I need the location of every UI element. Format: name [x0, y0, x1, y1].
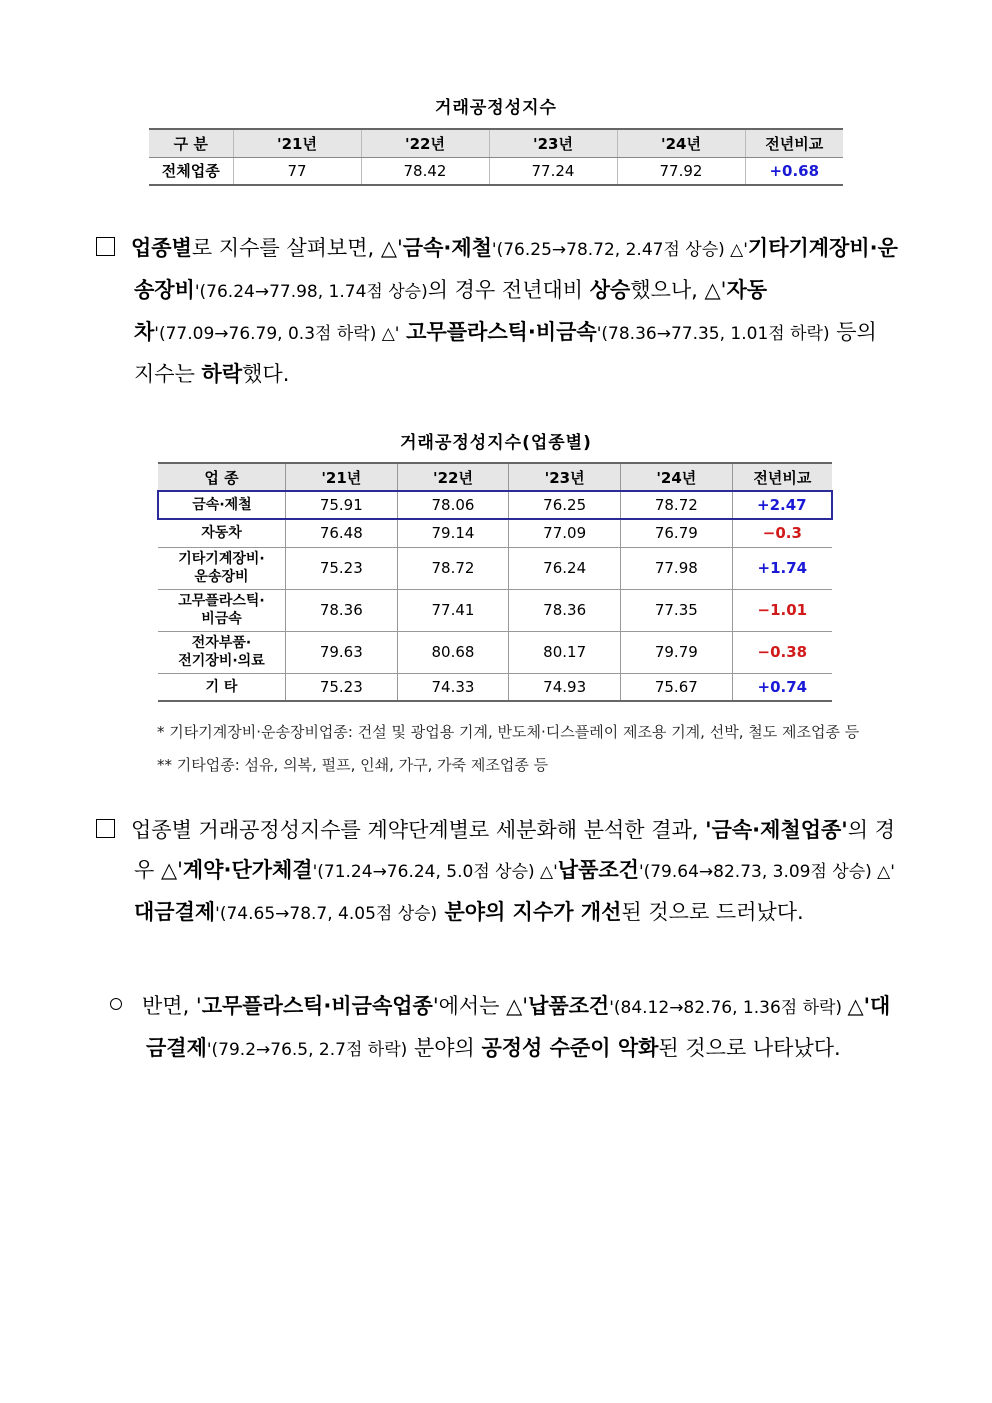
- text: 된 것으로 나타났다.: [658, 1036, 841, 1060]
- cell-2023: 77.24: [489, 157, 617, 185]
- cell-2023: 76.25: [509, 491, 621, 519]
- text: '에서는 △': [432, 994, 529, 1018]
- bold-text: 금속·제철: [402, 236, 492, 260]
- header-2024: '24년: [617, 129, 745, 157]
- text: 업종별 거래공정성지수를 계약단계별로 세분화해 분석한 결과,: [131, 818, 706, 842]
- bold-text: 기타기계장비·운송장비: [134, 236, 898, 302]
- cell-2021: 75.91: [285, 491, 397, 519]
- bold-text: 자동차: [134, 278, 768, 344]
- cell-2021: 75.23: [285, 673, 397, 701]
- row-label: 기 타: [158, 673, 285, 701]
- header-industry: 업 종: [158, 463, 285, 491]
- cell-2024: 78.72: [620, 491, 732, 519]
- header-2024: '24년: [620, 463, 732, 491]
- cell-2022: 78.72: [397, 547, 509, 589]
- cell-2024: 75.67: [620, 673, 732, 701]
- paragraph-contract-stage: [96, 810, 898, 934]
- cell-2023: 74.93: [509, 673, 621, 701]
- text: 했으나, △': [630, 278, 727, 302]
- table-row: [158, 519, 832, 547]
- footnote-2: ** 기타업종: 섬유, 의복, 펄프, 인쇄, 가구, 가죽 제조업종 등: [157, 756, 549, 774]
- cell-2024: 79.79: [620, 631, 732, 673]
- bold-text: 납품조건: [557, 858, 639, 882]
- cell-yoy: +0.74: [732, 673, 832, 701]
- cell-2023: 77.09: [509, 519, 621, 547]
- cell-2022: 77.41: [397, 589, 509, 631]
- cell-yoy: −1.01: [732, 589, 832, 631]
- text: 등의 지수는: [134, 320, 877, 386]
- cell-2023: 78.36: [509, 589, 621, 631]
- bold-text: 하락: [201, 362, 243, 386]
- row-label: 고무플라스틱· 비금속: [158, 589, 285, 631]
- bold-text: 분야의 지수가 개선: [437, 900, 622, 924]
- table-row: [158, 547, 832, 589]
- cell-2023: 80.17: [509, 631, 621, 673]
- bold-text: △'대금결제: [146, 994, 891, 1060]
- cell-2022: 80.68: [397, 631, 509, 673]
- table-row: [158, 589, 832, 631]
- bold-text: 계약·단가체결: [182, 858, 313, 882]
- bold-text: 상승: [589, 278, 631, 302]
- text: 로 지수를 살펴보면, △': [191, 236, 403, 260]
- industry-index-table: [157, 462, 833, 702]
- header-2021: '21년: [233, 129, 361, 157]
- checkbox-bullet-icon: [96, 819, 115, 838]
- detail-text: '(79.64→82.73, 3.09점 상승) △': [638, 862, 895, 882]
- cell-2022: 74.33: [397, 673, 509, 701]
- bold-text: 고무플라스틱·비금속: [406, 320, 597, 344]
- cell-yoy: +2.47: [732, 491, 832, 519]
- footnote-1: * 기타기계장비·운송장비업종: 건설 및 광업용 기계, 반도체·디스플레이 제조용 기계, 선박, 철도 제조업종 등: [157, 723, 860, 741]
- row-label: 전자부품· 전기장비·의료: [158, 631, 285, 673]
- header-yoy: 전년비교: [745, 129, 843, 157]
- header-2023: '23년: [509, 463, 621, 491]
- header-category: 구 분: [149, 129, 233, 157]
- paragraph-rubber-plastic: [110, 986, 898, 1070]
- table2-caption: 거래공정성지수(업종별): [400, 433, 592, 453]
- cell-2022: 78.42: [361, 157, 489, 185]
- cell-2021: 79.63: [285, 631, 397, 673]
- text: 의 경우 △': [134, 818, 895, 882]
- bold-text: 납품조건: [528, 994, 610, 1018]
- checkbox-bullet-icon: [96, 237, 115, 256]
- header-2021: '21년: [285, 463, 397, 491]
- detail-text: '(84.12→82.76, 1.36점 하락): [609, 998, 848, 1018]
- row-label: 기타기계장비· 운송장비: [158, 547, 285, 589]
- paragraph-industry-summary: [96, 228, 898, 394]
- table-row: [158, 631, 832, 673]
- bold-text: 대금결제: [134, 900, 216, 924]
- cell-2022: 79.14: [397, 519, 509, 547]
- bold-text: '금속·제철업종': [705, 818, 848, 842]
- table2-header-row: [158, 463, 832, 491]
- cell-2021: 78.36: [285, 589, 397, 631]
- table1-caption: 거래공정성지수: [435, 98, 557, 118]
- text: 된 것으로 드러났다.: [621, 900, 804, 924]
- cell-yoy: +1.74: [732, 547, 832, 589]
- header-yoy: 전년비교: [732, 463, 832, 491]
- cell-2024: 77.98: [620, 547, 732, 589]
- table-row: [158, 491, 832, 519]
- cell-yoy: +0.68: [745, 157, 843, 185]
- table-row: [158, 673, 832, 701]
- detail-text: '(71.24→76.24, 5.0점 상승) △': [312, 862, 558, 882]
- cell-yoy: −0.3: [732, 519, 832, 547]
- cell-2021: 77: [233, 157, 361, 185]
- detail-text: '(76.25→78.72, 2.47점 상승) △': [491, 240, 748, 260]
- cell-2021: 76.48: [285, 519, 397, 547]
- cell-yoy: −0.38: [732, 631, 832, 673]
- circle-bullet-icon: [110, 998, 122, 1010]
- row-label: 전체업종: [149, 157, 233, 185]
- cell-2021: 75.23: [285, 547, 397, 589]
- text: 반면, ': [142, 994, 202, 1018]
- table1-header-row: [149, 129, 843, 157]
- overall-index-table: [149, 128, 843, 186]
- bold-text: 고무플라스틱·비금속업종: [201, 994, 433, 1018]
- text: 분야의: [407, 1036, 482, 1060]
- bold-text: 업종별: [131, 236, 192, 260]
- cell-2024: 77.35: [620, 589, 732, 631]
- row-label: 자동차: [158, 519, 285, 547]
- detail-text: '(79.2→76.5, 2.7점 하락): [206, 1040, 408, 1060]
- text: 의 경우 전년대비: [427, 278, 590, 302]
- cell-2023: 76.24: [509, 547, 621, 589]
- header-2023: '23년: [489, 129, 617, 157]
- header-2022: '22년: [361, 129, 489, 157]
- bold-text: 공정성 수준이 악화: [481, 1036, 659, 1060]
- detail-text: '(76.24→77.98, 1.74점 상승): [194, 282, 428, 302]
- detail-text: '(74.65→78.7, 4.05점 상승): [215, 904, 438, 924]
- detail-text: '(78.36→77.35, 1.01점 하락): [596, 324, 830, 344]
- text: 했다.: [242, 362, 290, 386]
- row-label: 금속·제철: [158, 491, 285, 519]
- table-row: [149, 157, 843, 185]
- cell-2024: 77.92: [617, 157, 745, 185]
- cell-2022: 78.06: [397, 491, 509, 519]
- header-2022: '22년: [397, 463, 509, 491]
- cell-2024: 76.79: [620, 519, 732, 547]
- detail-text: '(77.09→76.79, 0.3점 하락) △': [154, 324, 400, 344]
